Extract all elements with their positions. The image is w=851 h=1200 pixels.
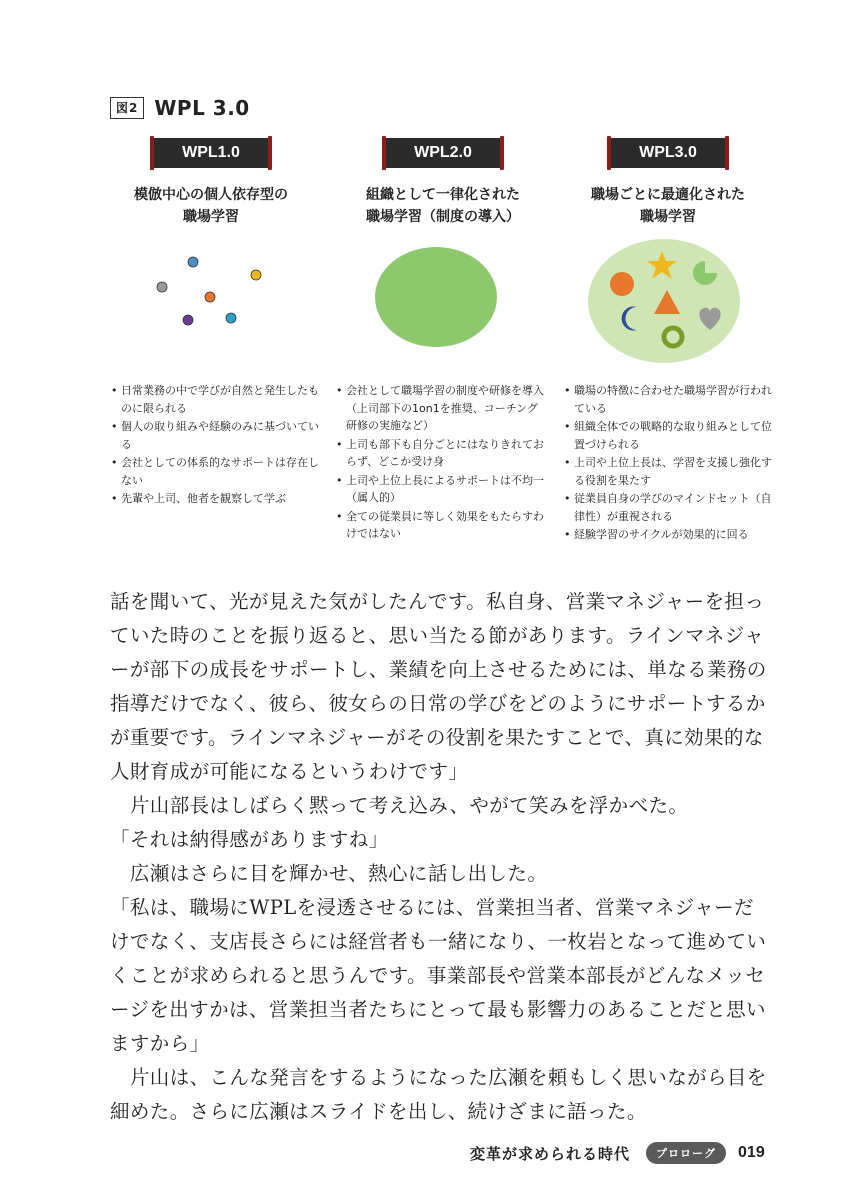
- wpl3-shapes-illustration: [587, 238, 741, 364]
- chapter-title: 変革が求められる時代: [470, 1144, 631, 1163]
- paragraph: 片山は、こんな発言をするようになった広瀬を頼もしく思いながら目を細めた。さらに広瀬はスライドを出し、続けざまに語った。: [110, 1066, 767, 1123]
- list-item: • 職場の特徴に合わせた職場学習が行われている: [563, 382, 773, 417]
- dot-purple: [183, 315, 193, 325]
- column-wpl2: [328, 138, 558, 228]
- paragraph: 「それは納得感がありますね」: [110, 828, 389, 851]
- figure-title: WPL 3.0: [154, 96, 250, 120]
- uniform-circle: [375, 247, 497, 347]
- list-item: • 会社としての体系的なサポートは存在しない: [110, 454, 320, 489]
- wpl3-title: 職場ごとに最適化された 職場学習: [591, 187, 745, 225]
- list-item: • 日常業務の中で学びが自然と発生したものに限られる: [110, 382, 320, 417]
- wpl2-title: 組織として一律化された 職場学習（制度の導入）: [366, 187, 520, 225]
- page-footer: [470, 1142, 765, 1164]
- wpl3-pill: WPL3.0: [610, 138, 726, 168]
- list-item: • 全ての従業員に等しく効果をもたらすわけではない: [335, 508, 545, 543]
- dot-blue-top: [188, 257, 198, 267]
- wpl1-title: 模倣中心の個人依存型の 職場学習: [134, 187, 288, 225]
- page-number: 019: [738, 1144, 765, 1161]
- list-item: • 従業員自身の学びのマインドセット（自律性）が重視される: [563, 490, 773, 525]
- list-item: • 先輩や上司、他者を観察して学ぶ: [110, 490, 320, 508]
- list-item: • 個人の取り組みや経験のみに基づいている: [110, 418, 320, 453]
- body-text: [110, 585, 770, 1129]
- wpl3-bullets: [563, 382, 773, 545]
- list-item: • 会社として職場学習の制度や研修を導入（上司部下の1on1を推奨、コーチング研修の実施など）: [335, 382, 545, 435]
- wpl2-circle-illustration: [373, 245, 499, 349]
- figure-label: 図2: [110, 97, 144, 119]
- paragraph: 「私は、職場にWPLを浸透させるには、営業担当者、営業マネジャーだけでなく、支店長さらには経営者も一緒になり、一枚岩となって進めていくことが求められると思うんです。事業部長や営業本部長がどんなメッセージを出すかは、営業担当者たちにとって最も影響力のあることだと思いますから」: [110, 896, 767, 1055]
- list-item: • 上司や上位上長は、学習を支援し強化する役割を果たす: [563, 454, 773, 489]
- wpl1-bullets: [110, 382, 320, 509]
- wpl2-bullets: [335, 382, 545, 544]
- paragraph: 片山部長はしばらく黙って考え込み、やがて笑みを浮かべた。: [110, 794, 689, 817]
- column-wpl3: [553, 138, 783, 228]
- list-item: • 組織全体での戦略的な取り組みとして位置づけられる: [563, 418, 773, 453]
- paragraph: 広瀬はさらに目を輝かせ、熱心に話し出した。: [110, 862, 548, 885]
- list-item: • 上司や上位上長によるサポートは不均一（属人的）: [335, 472, 545, 507]
- wpl2-pill: WPL2.0: [385, 138, 501, 168]
- circle-shape-icon: [610, 272, 634, 296]
- pie-shape-icon: [693, 261, 717, 285]
- dot-gray: [157, 282, 167, 292]
- wpl1-dots-illustration: [150, 250, 270, 330]
- dot-yellow: [251, 270, 261, 280]
- section-badge: プロローグ: [646, 1142, 726, 1164]
- list-item: • 経験学習のサイクルが効果的に回る: [563, 526, 773, 544]
- dot-orange: [205, 292, 215, 302]
- figure-header: [110, 96, 250, 120]
- list-item: • 上司も部下も自分ごとにはなりきれておらず、どこか受け身: [335, 436, 545, 471]
- dot-teal: [226, 313, 236, 323]
- paragraph: 話を聞いて、光が見えた気がしたんです。私自身、営業マネジャーを担っていた時のことを振り返ると、思い当たる節があります。ラインマネジャーが部下の成長をサポートし、業績を向上させるためには、単なる業務の指導だけでなく、彼ら、彼女らの日常の学びをどのようにサポートするかが重要です。ラインマネジャーがその役割を果たすことで、真に効果的な人財育成が可能になるというわけです」: [110, 590, 767, 783]
- column-wpl1: [96, 138, 326, 228]
- wpl1-pill: WPL1.0: [153, 138, 269, 168]
